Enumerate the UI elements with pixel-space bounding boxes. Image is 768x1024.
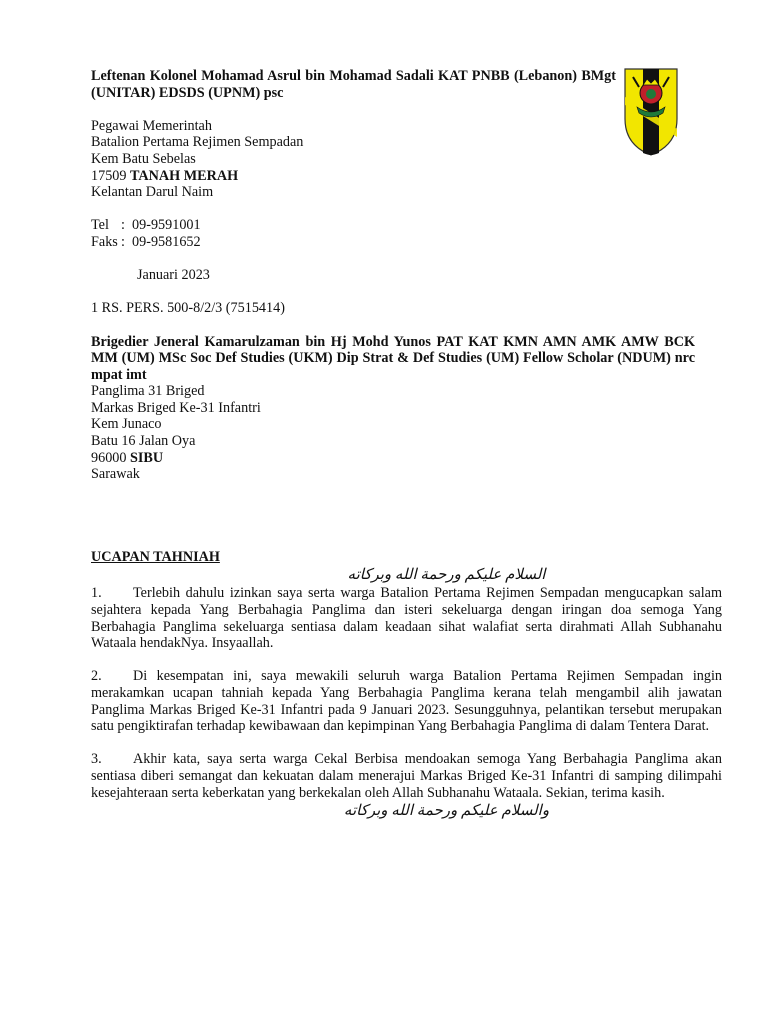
addressee-address [91, 383, 722, 483]
addressee-postcode: 96000 [91, 449, 127, 466]
addressee-address-line: Panglima 31 Briged [91, 383, 205, 400]
sender-address [91, 118, 722, 201]
fax-label: Faks [91, 233, 118, 250]
paragraph-text: Akhir kata, saya serta warga Cekal Berbisa mendoakan semoga Yang Berbahagia Panglima akan sentiasa diberi semangat dan kekuatan dalam menerajui Markas Briged Ke-31 Infantri di samping dilimpahi kesejahteraan serta keberkatan yang berkekalan oleh Allah Subhanahu Wataala. Sekian, terima kasih. [91, 751, 722, 801]
tel-line: Tel : 09-9591001 [91, 217, 201, 234]
sender-state: Kelantan Darul Naim [91, 184, 214, 201]
addressee-address-line: Kem Junaco [91, 416, 162, 433]
fax-line: Faks : 09-9581652 [91, 233, 201, 250]
addressee-name: Brigedier Jeneral Kamarulzaman bin Hj Mohd Yunos PAT KAT KMN AMN AMK AMW BCK MM (UM) MSc Soc Def Studies (UKM) Dip Strat & Def Studies (UM) Fellow Scholar (NDUM) nrc mpat imt [91, 333, 695, 383]
sender-contact [91, 217, 722, 250]
letter-body [91, 68, 722, 821]
sender-town: TANAH MERAH [130, 167, 239, 184]
addressee-postcode-town [91, 450, 722, 467]
sender-address-line: Pegawai Memerintah [91, 117, 212, 134]
fax-number: 09-9581652 [132, 233, 201, 250]
addressee-address-line: Batu 16 Jalan Oya [91, 433, 196, 450]
tel-label: Tel [91, 217, 109, 234]
paragraph-3 [91, 751, 722, 801]
sender-name: Leftenan Kolonel Mohamad Asrul bin Mohamad Sadali KAT PNBB (Lebanon) BMgt (UNITAR) EDSDS (UPNM) psc [91, 68, 616, 101]
paragraph-text: Di kesempatan ini, saya mewakili seluruh warga Batalion Pertama Rejimen Sempadan ingin merakamkan ucapan tahniah kepada Yang Berbahagia Panglima kerana telah mengambil alih jawatan Panglima Markas Briged Ke-31 Infantri pada 9 Januari 2023. Sesungguhnya, pelantikan tersebut merupakan satu pengiktirafan terhadap kewibawaan dan kepimpinan Yang Berbahagia Panglima di dalam Tentera Darat. [91, 668, 722, 735]
paragraph-2 [91, 668, 722, 734]
sender-postcode: 17509 [91, 167, 127, 184]
sender-address-line: Batalion Pertama Rejimen Sempadan [91, 134, 304, 151]
paragraph-number: 1. [91, 585, 102, 602]
letter-date: Januari 2023 [137, 267, 210, 284]
paragraph-1 [91, 585, 722, 651]
paragraph-number: 3. [91, 751, 102, 768]
arabic-closing: والسلام عليكم ورحمة الله وبركاته [343, 803, 550, 820]
sender-address-line: Kem Batu Sebelas [91, 150, 196, 167]
tel-number: 09-9591001 [132, 217, 201, 234]
letter-subject: UCAPAN TAHNIAH [91, 548, 220, 565]
sender-postcode-town [91, 168, 722, 185]
paragraph-text: Terlebih dahulu izinkan saya serta warga Batalion Pertama Rejimen Sempadan mengucapkan salam sejahtera kepada Yang Berbahagia Panglima dan isteri sekeluarga dengan iringan doa semoga Yang Berbahagia Panglima sekeluarga sentiasa dalam keadaan sihat walafiat serta dirahmati Allah Subhanahu Wataala hendakNya. Insyaallah. [91, 585, 722, 652]
addressee-state: Sarawak [91, 466, 140, 483]
paragraph-number: 2. [91, 668, 102, 685]
addressee-address-line: Markas Briged Ke-31 Infantri [91, 399, 261, 416]
reference-number: 1 RS. PERS. 500-8/2/3 (7515414) [91, 300, 285, 317]
addressee-town: SIBU [130, 449, 164, 466]
arabic-greeting: السلام عليكم ورحمة الله وبركاته [347, 567, 546, 584]
